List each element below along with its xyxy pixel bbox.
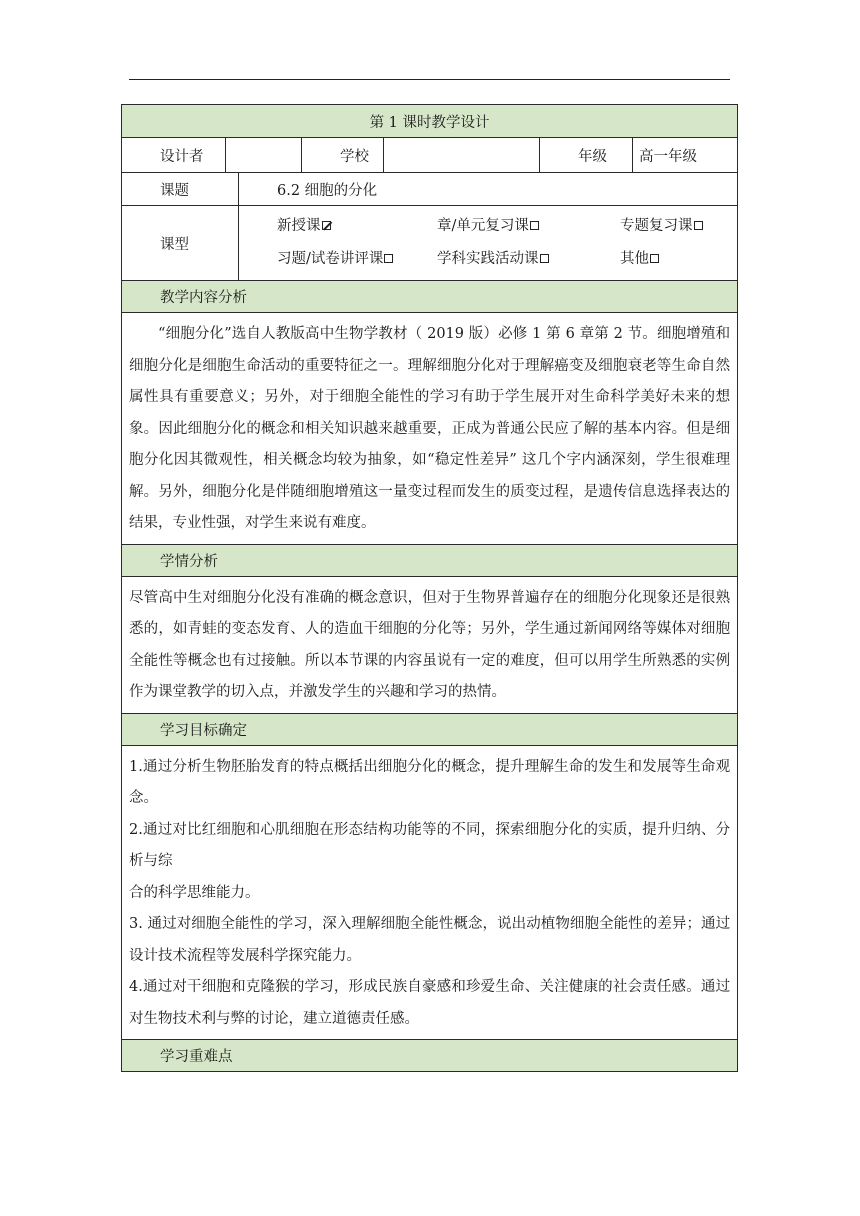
option-label: 习题/试卷讲评课 — [277, 251, 384, 267]
designer-label: 设计者 — [122, 138, 226, 173]
option-topic-review[interactable] — [620, 210, 737, 243]
checkbox-icon[interactable] — [540, 254, 549, 263]
objective-item: 3. 通过对细胞全能性的学习，深入理解细胞全能性概念，说出动植物细胞全能性的差异；通过设计技术流程等发展科学探究能力。 — [129, 916, 731, 964]
objective-item: 合的科学思维能力。 — [129, 884, 260, 901]
topic-value: 6.2 细胞的分化 — [239, 173, 738, 206]
objective-item: 2.通过对比红细胞和心肌细胞在形态结构功能等的不同，探索细胞分化的实质，提升归纳、分析与综 — [129, 821, 731, 869]
objectives-heading: 学习目标确定 — [122, 713, 738, 745]
content-analysis-heading: 教学内容分析 — [122, 281, 738, 313]
key-points-heading: 学习重难点 — [122, 1040, 738, 1072]
objective-item: 1.通过分析生物胚胎发育的特点概括出细胞分化的概念，提升理解生命的发生和发展等生命观念。 — [129, 758, 731, 806]
objectives-list — [122, 745, 738, 1040]
option-label: 学科实践活动课 — [437, 251, 539, 267]
lesson-type-options — [239, 206, 738, 281]
option-label: 新授课 — [277, 218, 321, 234]
lesson-type-label: 课型 — [122, 206, 239, 281]
student-analysis-text: 尽管高中生对细胞分化没有准确的概念意识，但对于生物界普遍存在的细胞分化现象还是很熟悉的，如青蛙的变态发育、人的造血干细胞的分化等；另外，学生通过新闻网络等媒体对细胞全能性等概念也有过接触。所以本节课的内容虽说有一定的难度，但可以用学生所熟悉的实例作为课堂教学的切入点，并激发学生的兴趣和学习的热情。 — [122, 576, 738, 713]
topic-label: 课题 — [122, 173, 239, 206]
option-label: 章/单元复习课 — [437, 218, 529, 234]
grade-value: 高一年级 — [633, 138, 738, 173]
lesson-plan-table — [121, 104, 738, 1072]
objective-item: 4.通过对干细胞和克隆猴的学习，形成民族自豪感和珍爱生命、关注健康的社会责任感。通过对生物技术利与弊的讨论，建立道德责任感。 — [129, 979, 731, 1027]
content-analysis-text: “细胞分化”选自人教版高中生物学教材（ 2019 版）必修 1 第 6 章第 2 节。细胞增殖和细胞分化是细胞生命活动的重要特征之一。理解细胞分化对于理解癌变及细胞衰老等生命自然属性具有重要意义；另外，对于细胞全能性的学习有助于学生展开对生命科学美好未来的想象。因此细胞分化的概念和相关知识越来越重要，正成为普通公民应了解的基本内容。但是细胞分化因其微观性，相关概念均较为抽象，如“稳定性差异” 这几个字内涵深刻，学生很难理解。另外，细胞分化是伴随细胞增殖这一量变过程而发生的质变过程，是遗传信息选择表达的结果，专业性强，对学生来说有难度。 — [122, 313, 738, 545]
checkbox-icon[interactable] — [694, 221, 703, 230]
checkbox-icon[interactable] — [530, 221, 539, 230]
school-label: 学校 — [302, 138, 384, 173]
option-unit-review[interactable] — [437, 210, 620, 243]
option-new-lesson[interactable] — [277, 210, 437, 243]
page-title: 第 1 课时教学设计 — [122, 105, 738, 138]
option-practice-activity[interactable] — [437, 243, 620, 276]
option-label: 专题复习课 — [620, 218, 693, 234]
header-rule — [129, 79, 730, 80]
option-exercise-review[interactable] — [277, 243, 437, 276]
designer-value — [226, 138, 302, 173]
checkbox-icon[interactable] — [650, 254, 659, 263]
grade-label: 年级 — [540, 138, 633, 173]
option-other[interactable] — [620, 243, 737, 276]
student-analysis-heading: 学情分析 — [122, 544, 738, 576]
checkbox-checked-icon[interactable] — [322, 221, 331, 230]
checkbox-icon[interactable] — [384, 254, 393, 263]
school-value — [384, 138, 540, 173]
option-label: 其他 — [620, 251, 649, 267]
